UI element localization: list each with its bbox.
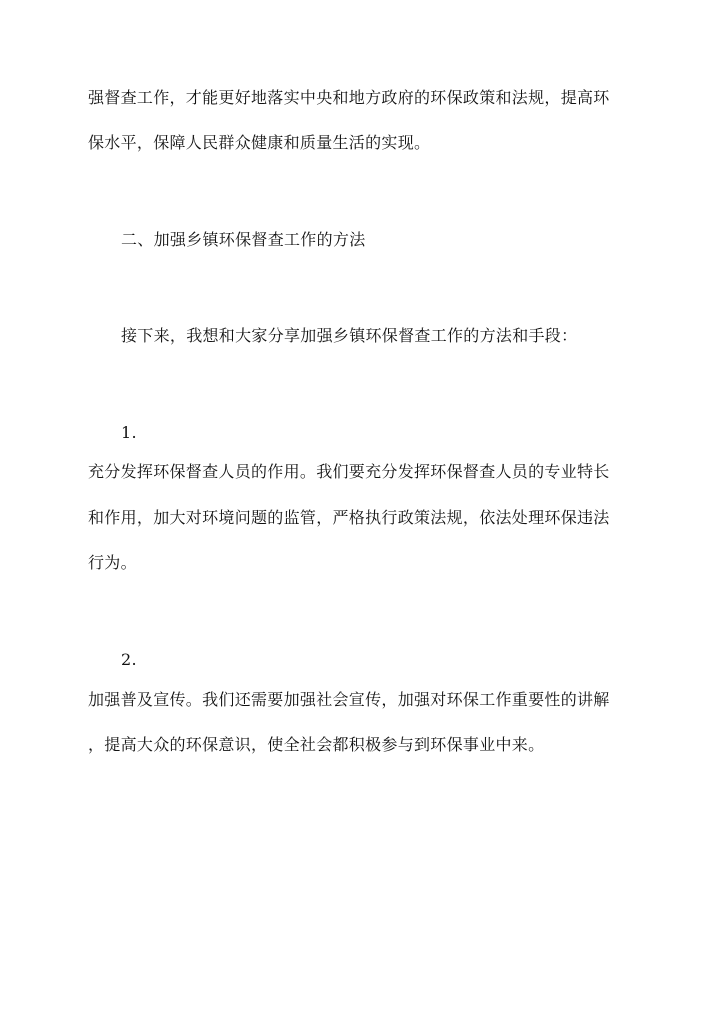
- item-1-line-3: 行为。: [88, 553, 137, 572]
- section-heading: 二、加强乡镇环保督查工作的方法: [121, 230, 366, 249]
- item-2-line-2: ，提高大众的环保意识，使全社会都积极参与到环保事业中来。: [88, 735, 545, 754]
- intro-line-1: 强督查工作，才能更好地落实中央和地方政府的环保政策和法规，提高环: [88, 88, 610, 107]
- lead-sentence: 接下来，我想和大家分享加强乡镇环保督查工作的方法和手段：: [121, 326, 578, 345]
- item-1-line-1: 充分发挥环保督查人员的作用。我们要充分发挥环保督查人员的专业特长: [88, 462, 610, 481]
- item-2-number: 2.: [121, 650, 137, 669]
- item-1-number: 1.: [121, 423, 137, 442]
- intro-line-2: 保水平，保障人民群众健康和质量生活的实现。: [88, 133, 431, 152]
- item-1-line-2: 和作用，加大对环境问题的监管，严格执行政策法规，依法处理环保违法: [88, 508, 610, 527]
- item-2-line-1: 加强普及宣传。我们还需要加强社会宣传，加强对环保工作重要性的讲解: [88, 690, 610, 709]
